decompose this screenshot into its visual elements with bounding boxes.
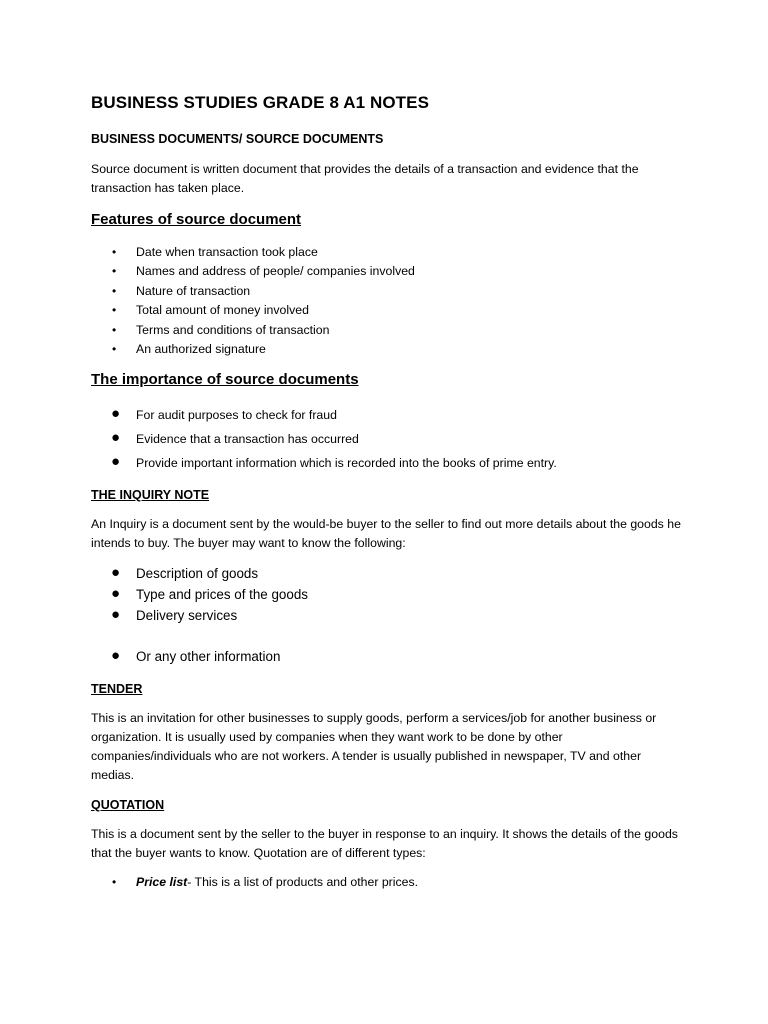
tender-heading: TENDER [91, 682, 143, 696]
price-list-description: - This is a list of products and other prices. [187, 875, 419, 889]
bullet-icon: ● [111, 453, 121, 470]
bullet-icon: • [112, 875, 117, 889]
bullet-icon: • [112, 322, 117, 337]
importance-heading: The importance of source documents [91, 371, 359, 388]
importance-list [91, 405, 557, 480]
list-item: • An authorized signature [112, 341, 266, 356]
price-list-term: Price list [136, 875, 188, 889]
list-item: ● For audit purposes to check for fraud [111, 405, 337, 422]
list-item: • Total amount of money involved [112, 303, 309, 318]
tender-paragraph: This is an invitation for other businesses to supply goods, perform a services/job for another business or organization. It is usually used by companies when they want work to be done by other companies/individuals who are not workers. A tender is usually published in newspaper, TV and other medias. [91, 711, 657, 782]
bullet-icon: • [112, 245, 117, 259]
list-item: ● Delivery services [111, 606, 238, 623]
list-item [91, 875, 418, 894]
inquiry-paragraph: An Inquiry is a document sent by the would-be buyer to the seller to find out more details about the goods he intends to buy. The buyer may want to know the following: [91, 517, 681, 550]
list-item: • Nature of transaction [112, 283, 251, 298]
quotation-heading: QUOTATION [91, 798, 165, 812]
list-item: ● Provide important information which is recorded into the books of prime entry. [111, 453, 557, 470]
list-item: ● Evidence that a transaction has occurred [111, 429, 359, 446]
bullet-icon: • [112, 341, 117, 356]
bullet-icon: ● [111, 405, 121, 422]
list-item: ● Or any other information [111, 647, 281, 664]
document-subtitle: BUSINESS DOCUMENTS/ SOURCE DOCUMENTS [91, 132, 384, 146]
intro-paragraph: Source document is written document that provides the details of a transaction and evidence that the transaction has taken place. [91, 162, 639, 195]
inquiry-list [91, 566, 308, 670]
features-heading: Features of source document [91, 211, 302, 228]
list-item: ● Type and prices of the goods [111, 585, 308, 602]
list-item: • Date when transaction took place [112, 245, 318, 259]
list-item: • Names and address of people/ companies involved [112, 264, 415, 279]
quotation-paragraph: This is a document sent by the seller to the buyer in response to an inquiry. It shows the details of the goods that the buyer wants to know. Quotation are of different types: [91, 827, 678, 860]
features-list [91, 245, 415, 361]
inquiry-note-heading: THE INQUIRY NOTE [91, 488, 210, 502]
quotation-list [91, 875, 418, 894]
bullet-icon: ● [111, 585, 121, 602]
bullet-icon: ● [111, 564, 121, 581]
document-title: BUSINESS STUDIES GRADE 8 A1 NOTES [91, 93, 430, 112]
list-item: • Terms and conditions of transaction [112, 322, 330, 337]
bullet-icon: ● [111, 606, 121, 623]
bullet-icon: ● [111, 647, 121, 664]
document-page [91, 0, 691, 1024]
bullet-icon: • [112, 283, 117, 298]
bullet-icon: ● [111, 429, 121, 446]
bullet-icon: • [112, 264, 117, 279]
bullet-icon: • [112, 303, 117, 318]
list-item: ● Description of goods [111, 564, 259, 581]
